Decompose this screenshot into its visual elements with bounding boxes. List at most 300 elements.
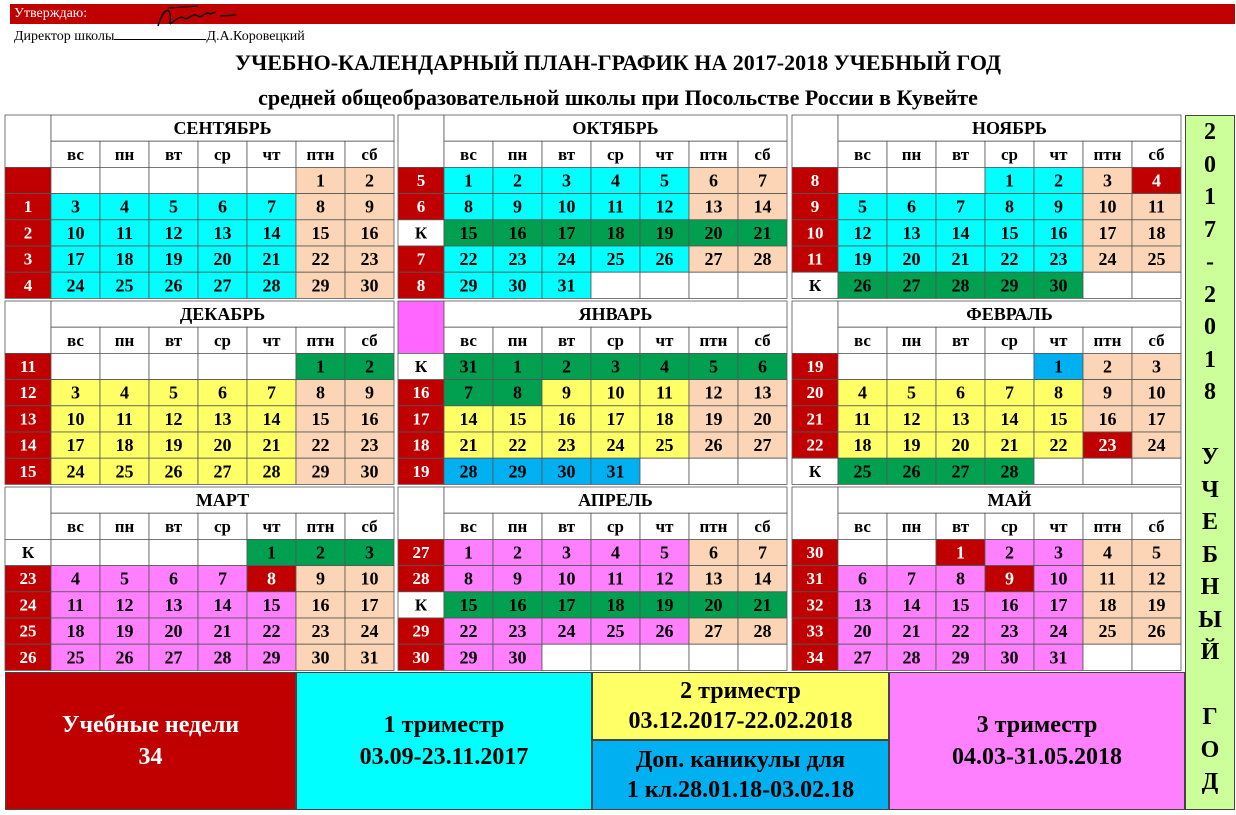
day-number: 28 [753,621,772,642]
day-number: 26 [655,249,674,270]
week-number: 29 [412,621,430,641]
day-number: 3 [562,542,571,563]
day-cell [887,539,936,565]
day-number: 6 [758,356,767,377]
day-number: 19 [655,222,674,243]
day-number: 24 [66,275,85,296]
day-number: 25 [1098,621,1117,642]
day-number: 3 [1103,170,1112,191]
day-number: 10 [1098,196,1117,217]
day-number: 19 [902,435,921,456]
day-number: 20 [213,435,232,456]
day-cell [1083,458,1132,484]
day-number: 13 [164,594,183,615]
vertical-char: Е [1201,509,1218,535]
day-number: 24 [360,621,379,642]
day-cell [689,458,738,484]
weekday-label: сб [361,144,378,164]
day-number: 19 [704,408,723,429]
trimester-2-dates: 03.12.2017-22.02.2018 [628,708,853,734]
day-number: 10 [557,196,576,217]
day-number: 30 [360,461,379,482]
day-number: 10 [360,568,379,589]
day-number: 1 [316,170,325,191]
day-number: 17 [606,408,625,429]
day-number: 7 [267,382,276,403]
day-number: 1 [267,542,276,563]
week-label-header [792,115,838,167]
day-number: 6 [218,196,227,217]
weekday-label: чт [1049,330,1068,350]
extra-holidays-title: Доп. каникулы для [635,747,846,773]
weekday-label: птн [306,330,335,350]
day-number: 17 [1098,222,1117,243]
vertical-char: Ы [1198,606,1222,633]
director-prefix: Директор школы [14,29,115,44]
weekday-label: птн [699,330,728,350]
weekday-label: ср [607,516,624,536]
day-number: 23 [508,249,527,270]
day-number: 1 [513,356,522,377]
day-number: 28 [902,647,921,668]
day-number: 19 [164,435,183,456]
vertical-char: 1 [1204,346,1216,373]
day-number: 3 [562,170,571,191]
day-cell [198,539,247,565]
day-number: 23 [1000,621,1019,642]
day-number: 5 [660,542,669,563]
day-number: 30 [1000,647,1019,668]
day-number: 21 [262,249,281,270]
day-number: 17 [557,594,576,615]
day-number: 17 [557,222,576,243]
day-number: 10 [606,382,625,403]
day-number: 19 [115,621,134,642]
week-number: 2 [23,223,33,243]
day-number: 7 [1005,382,1014,403]
day-number: 22 [508,435,527,456]
weekday-label: ср [607,330,624,350]
weekday-label: сб [754,516,771,536]
week-number: К [808,275,822,295]
day-number: 9 [365,382,374,403]
week-number: 30 [412,647,430,667]
weekday-label: сб [361,330,378,350]
weekday-label: птн [1093,330,1122,350]
day-number: 15 [1049,408,1068,429]
day-cell [100,167,149,193]
day-number: 27 [704,621,723,642]
week-number: 8 [416,275,426,295]
day-number: 22 [1049,435,1068,456]
day-cell [936,353,985,379]
legend-trimester-3 [889,672,1185,810]
weekday-label: вт [557,516,576,536]
week-label-header [398,301,444,353]
weekday-label: пн [114,330,135,350]
vertical-char: Й [1200,639,1220,665]
weekday-label: сб [754,330,771,350]
month-name: ФЕВРАЛЬ [966,304,1053,325]
day-number: 28 [262,461,281,482]
weekday-label: вт [951,144,970,164]
day-number: 15 [311,222,330,243]
day-number: 11 [1147,196,1166,217]
month-name: НОЯБРЬ [972,118,1047,139]
legend-weeks-count: 34 [138,744,163,770]
weekday-label: пн [507,516,528,536]
month-name: МАЙ [987,490,1032,511]
day-number: 6 [218,382,227,403]
day-number: 8 [267,568,276,589]
weekday-label: вс [460,144,477,164]
day-number: 2 [1005,542,1014,563]
day-number: 23 [508,621,527,642]
day-number: 6 [709,542,718,563]
weekday-label: сб [1148,144,1165,164]
day-number: 12 [704,382,723,403]
day-number: 15 [262,594,281,615]
day-number: 30 [508,647,527,668]
day-cell [591,272,640,298]
week-number: 32 [806,595,824,615]
weekday-label: чт [655,144,674,164]
day-number: 7 [758,170,767,191]
day-number: 21 [262,435,281,456]
day-number: 9 [1005,568,1014,589]
day-number: 29 [951,647,970,668]
day-number: 21 [753,222,772,243]
week-number: 20 [806,383,824,403]
day-number: 25 [655,435,674,456]
day-cell [100,353,149,379]
day-number: 2 [365,170,374,191]
week-number: 4 [23,275,33,295]
weekday-label: вт [557,330,576,350]
day-number: 9 [316,568,325,589]
day-number: 26 [704,435,723,456]
week-number: 8 [810,171,820,190]
trimester-2-title: 2 триместр [680,678,801,704]
week-number: 25 [19,621,37,641]
day-cell [247,353,296,379]
day-number: 5 [907,382,916,403]
day-number: 16 [557,408,576,429]
week-number: 16 [412,383,430,403]
vertical-year-label [1185,115,1235,810]
vertical-char: - [1206,249,1214,275]
week-number: 24 [19,595,37,615]
day-number: 13 [704,568,723,589]
week-number: 13 [19,409,37,429]
week-number: 12 [19,383,37,403]
day-number: 21 [753,594,772,615]
day-number: 18 [853,435,872,456]
day-number: 2 [316,542,325,563]
day-number: 3 [1054,542,1063,563]
day-number: 31 [360,647,379,668]
day-number: 20 [902,249,921,270]
day-number: 16 [1049,222,1068,243]
day-number: 20 [164,621,183,642]
day-number: 18 [1098,594,1117,615]
weekday-label: вт [164,144,183,164]
day-number: 13 [951,408,970,429]
weekday-label: чт [262,330,281,350]
week-number: К [21,543,35,562]
week-number: 31 [806,569,824,589]
day-number: 5 [169,382,178,403]
day-number: 6 [169,568,178,589]
day-number: 21 [1000,435,1019,456]
day-number: 24 [557,249,576,270]
day-number: 14 [902,594,921,615]
trimester-1-dates: 03.09-23.11.2017 [359,744,529,770]
weekday-label: ср [607,144,624,164]
day-number: 12 [164,222,183,243]
day-number: 19 [1147,594,1166,615]
vertical-char: Н [1200,574,1220,600]
day-number: 2 [1054,170,1063,191]
day-cell [1132,272,1181,298]
day-number: 5 [1152,542,1161,563]
day-cell [936,167,985,193]
weekday-label: чт [655,516,674,536]
day-number: 19 [853,249,872,270]
day-number: 28 [459,461,478,482]
day-cell [51,167,100,193]
legend-trimester-1 [296,672,592,810]
weekday-label: чт [655,330,674,350]
trimester-3-dates: 04.03-31.05.2018 [952,744,1122,770]
day-number: 17 [66,435,85,456]
weekday-label: сб [361,516,378,536]
day-number: 24 [66,461,85,482]
day-number: 29 [311,461,330,482]
day-number: 5 [709,356,718,377]
day-number: 18 [606,222,625,243]
day-number: 23 [1049,249,1068,270]
week-label-header [5,115,51,167]
day-number: 18 [606,594,625,615]
week-label-header [792,301,838,353]
week-number: 27 [412,543,430,562]
day-number: 29 [311,275,330,296]
vertical-char: Г [1202,704,1218,730]
weekday-label: вс [67,516,84,536]
vertical-char: О [1200,736,1220,763]
day-number: 4 [71,568,80,589]
day-number: 1 [1054,356,1063,377]
day-number: 2 [365,356,374,377]
day-number: 25 [115,275,134,296]
day-number: 3 [365,542,374,563]
day-number: 6 [858,568,867,589]
legend-weeks [5,672,296,810]
day-number: 28 [753,249,772,270]
day-cell [689,644,738,670]
day-cell [149,539,198,565]
week-label-header [792,487,838,539]
day-number: 18 [66,621,85,642]
day-number: 8 [316,382,325,403]
day-number: 16 [508,594,527,615]
weekday-label: вт [557,144,576,164]
week-number: 7 [416,249,426,269]
day-number: 11 [115,222,134,243]
day-cell [1034,458,1083,484]
day-number: 2 [513,542,522,563]
day-number: 27 [853,647,872,668]
day-number: 1 [1005,170,1014,191]
day-number: 18 [655,408,674,429]
day-number: 24 [606,435,625,456]
day-number: 14 [753,568,772,589]
day-cell [887,353,936,379]
vertical-char: 1 [1204,184,1216,210]
weekday-label: птн [699,144,728,164]
day-number: 26 [164,275,183,296]
day-cell [1083,644,1132,670]
day-number: 7 [907,568,916,589]
day-number: 14 [213,594,232,615]
day-number: 14 [951,222,970,243]
day-number: 2 [513,170,522,191]
weekday-label: пн [507,330,528,350]
day-number: 3 [611,356,620,377]
day-number: 26 [655,621,674,642]
weekday-label: сб [1148,516,1165,536]
day-number: 24 [1098,249,1117,270]
day-number: 19 [655,594,674,615]
day-cell [640,272,689,298]
day-number: 30 [1049,275,1068,296]
weekday-label: чт [1049,144,1068,164]
day-number: 23 [311,621,330,642]
day-number: 4 [611,542,620,563]
day-number: 24 [1049,621,1068,642]
day-number: 7 [464,382,473,403]
day-number: 23 [1098,435,1117,456]
day-number: 6 [956,382,965,403]
day-cell [738,458,787,484]
day-number: 4 [1103,542,1112,563]
day-cell [985,353,1034,379]
day-number: 23 [360,435,379,456]
month-name: ЯНВАРЬ [578,304,653,325]
day-number: 13 [704,196,723,217]
day-number: 9 [562,382,571,403]
day-number: 7 [758,542,767,563]
day-number: 25 [606,249,625,270]
weekday-label: вс [460,330,477,350]
day-number: 20 [704,594,723,615]
day-number: 11 [655,382,674,403]
day-cell [198,167,247,193]
weekday-label: пн [901,144,922,164]
day-number: 11 [853,408,872,429]
weekday-label: ср [1001,330,1018,350]
weekday-label: пн [114,516,135,536]
day-number: 9 [1103,382,1112,403]
weekday-label: вт [951,330,970,350]
day-number: 27 [213,461,232,482]
day-cell [198,353,247,379]
day-number: 21 [213,621,232,642]
day-number: 5 [858,196,867,217]
day-cell [542,644,591,670]
week-number-cell [5,167,51,193]
weekday-label: чт [262,516,281,536]
day-number: 9 [1054,196,1063,217]
trimester-3-title: 3 триместр [976,712,1098,738]
day-number: 22 [1000,249,1019,270]
day-number: 16 [1098,408,1117,429]
weekday-label: птн [1093,144,1122,164]
day-number: 8 [1005,196,1014,217]
day-number: 8 [1054,382,1063,403]
day-number: 20 [853,621,872,642]
day-number: 8 [513,382,522,403]
day-number: 11 [66,594,85,615]
day-number: 21 [951,249,970,270]
day-number: 15 [459,222,478,243]
day-number: 4 [660,356,669,377]
day-cell [149,353,198,379]
vertical-char: Д [1201,769,1219,795]
day-cell [51,539,100,565]
day-number: 23 [360,249,379,270]
day-number: 4 [120,196,129,217]
week-number: 9 [810,197,820,217]
weekday-label: птн [306,144,335,164]
day-number: 8 [464,196,473,217]
day-number: 15 [311,408,330,429]
day-number: 11 [606,196,625,217]
week-number: 28 [412,569,430,589]
day-number: 9 [513,196,522,217]
day-number: 27 [213,275,232,296]
day-number: 10 [1147,382,1166,403]
day-number: 2 [1103,356,1112,377]
day-number: 14 [753,196,772,217]
day-number: 26 [1147,621,1166,642]
weekday-label: сб [754,144,771,164]
day-number: 27 [902,275,921,296]
day-number: 6 [907,196,916,217]
day-number: 22 [262,621,281,642]
day-number: 30 [311,647,330,668]
day-cell [1132,458,1181,484]
weekday-label: вс [854,330,871,350]
day-number: 29 [508,461,527,482]
day-number: 5 [169,196,178,217]
day-number: 4 [120,382,129,403]
day-number: 22 [311,249,330,270]
day-number: 25 [66,647,85,668]
weekday-label: вс [854,516,871,536]
day-number: 28 [1000,461,1019,482]
day-number: 13 [853,594,872,615]
day-cell [51,353,100,379]
day-number: 21 [902,621,921,642]
day-number: 7 [218,568,227,589]
day-number: 13 [753,382,772,403]
day-number: 3 [1152,356,1161,377]
weekday-label: вт [164,330,183,350]
day-number: 10 [66,222,85,243]
day-number: 31 [1049,647,1068,668]
